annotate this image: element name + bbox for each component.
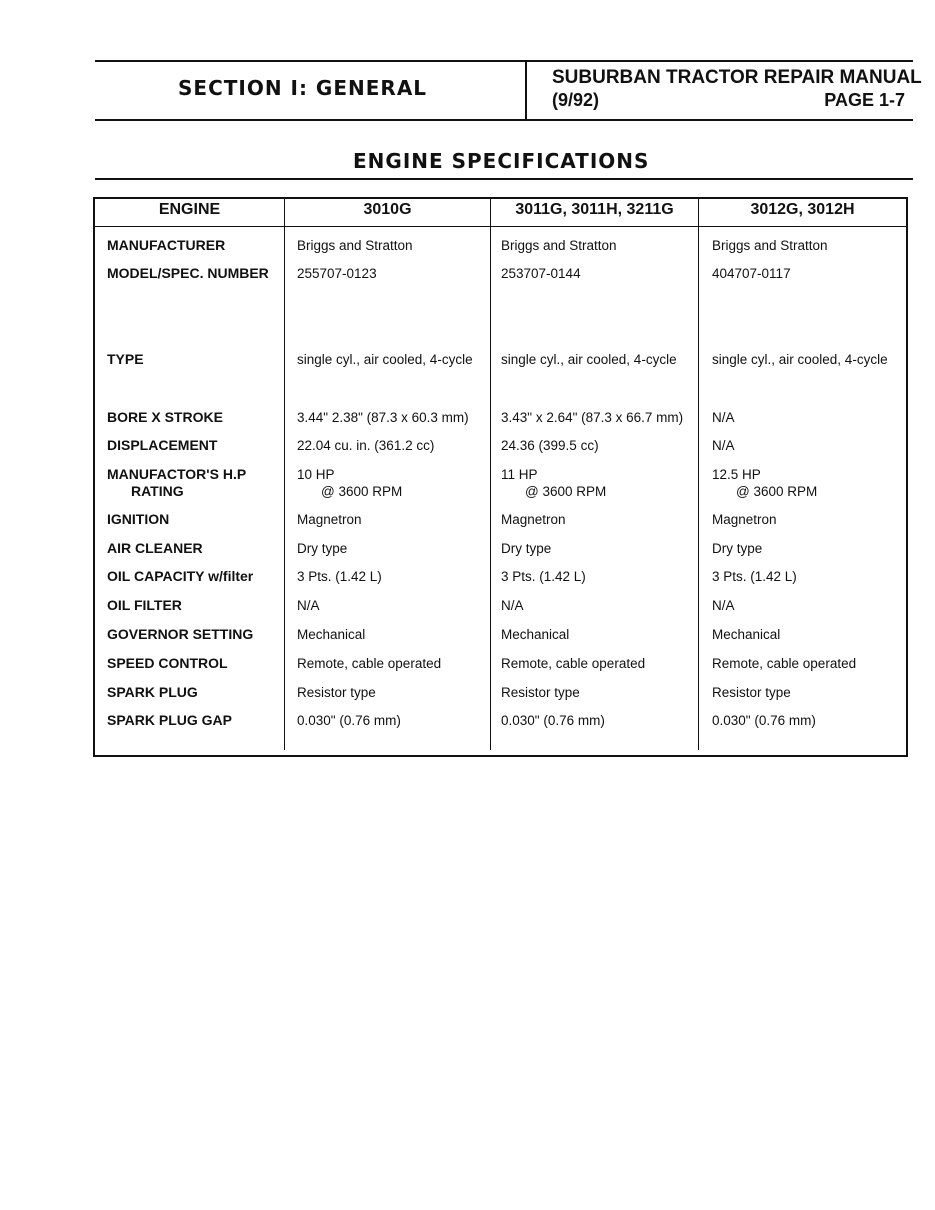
column-header-3011g: 3011G, 3011H, 3211G bbox=[515, 201, 674, 218]
column-divider bbox=[490, 197, 491, 750]
cell-3011g-line: 11 HP bbox=[501, 467, 538, 482]
row-label bbox=[107, 626, 253, 643]
cell-3011g bbox=[501, 540, 551, 557]
cell-3011g bbox=[501, 237, 617, 254]
cell-3011g-line: Mechanical bbox=[501, 627, 570, 642]
cell-3010g-line: 0.030" (0.76 mm) bbox=[297, 713, 401, 728]
heading-rule bbox=[95, 178, 913, 180]
row-label bbox=[107, 437, 217, 454]
cell-3010g bbox=[297, 351, 473, 368]
cell-3010g-line: Briggs and Stratton bbox=[297, 238, 413, 253]
row-label-line: TYPE bbox=[107, 351, 144, 367]
cell-3011g-line: Briggs and Stratton bbox=[501, 238, 617, 253]
cell-3012g-line: N/A bbox=[712, 598, 735, 613]
cell-3011g bbox=[501, 568, 586, 585]
cell-3010g bbox=[297, 437, 434, 454]
cell-3012g bbox=[712, 466, 817, 500]
cell-3012g-line: 12.5 HP bbox=[712, 467, 761, 482]
cell-3010g-line: Resistor type bbox=[297, 685, 376, 700]
cell-3012g-line: Resistor type bbox=[712, 685, 791, 700]
cell-3011g-line: 3.43" x 2.64" (87.3 x 66.7 mm) bbox=[501, 410, 684, 425]
row-label-line: GOVERNOR SETTING bbox=[107, 626, 254, 642]
cell-3011g-line: 253707-0144 bbox=[501, 266, 581, 281]
cell-3010g bbox=[297, 265, 377, 282]
row-label-line: MANUFACTURER bbox=[107, 237, 226, 253]
cell-3010g-line: @ 3600 RPM bbox=[321, 484, 403, 499]
column-divider bbox=[284, 197, 285, 750]
row-label bbox=[107, 265, 269, 282]
cell-3010g bbox=[297, 626, 365, 643]
cell-3011g bbox=[501, 466, 606, 500]
cell-3012g-line: single cyl., air cooled, 4-cycle bbox=[712, 352, 888, 367]
cell-3012g bbox=[712, 511, 777, 528]
cell-3010g bbox=[297, 511, 362, 528]
header-divider bbox=[525, 60, 527, 121]
row-label bbox=[107, 540, 203, 557]
cell-3011g bbox=[501, 597, 524, 614]
cell-3010g bbox=[297, 684, 376, 701]
cell-3010g bbox=[297, 540, 347, 557]
row-label-line: OIL CAPACITY w/filter bbox=[107, 568, 254, 584]
cell-3012g bbox=[712, 351, 888, 368]
row-label-line: MODEL/SPEC. NUMBER bbox=[107, 265, 269, 281]
column-header-3010g: 3010G bbox=[363, 201, 412, 218]
row-label bbox=[107, 351, 144, 368]
header-top-rule bbox=[95, 60, 913, 62]
row-label-line: IGNITION bbox=[107, 511, 170, 527]
column-divider bbox=[698, 197, 699, 750]
header-bottom-rule bbox=[95, 119, 913, 121]
cell-3011g bbox=[501, 684, 580, 701]
cell-3011g bbox=[501, 511, 566, 528]
cell-3012g bbox=[712, 626, 780, 643]
cell-3010g-line: single cyl., air cooled, 4-cycle bbox=[297, 352, 473, 367]
cell-3011g bbox=[501, 626, 569, 643]
column-header-3012g: 3012G, 3012H bbox=[750, 201, 855, 218]
row-label-line: RATING bbox=[131, 483, 184, 499]
row-label-line: SPEED CONTROL bbox=[107, 655, 228, 671]
cell-3012g-line: Magnetron bbox=[712, 512, 777, 527]
cell-3011g-line: 0.030" (0.76 mm) bbox=[501, 713, 605, 728]
cell-3010g-line: 22.04 cu. in. (361.2 cc) bbox=[297, 438, 435, 453]
cell-3011g bbox=[501, 437, 599, 454]
cell-3012g bbox=[712, 684, 791, 701]
cell-3011g-line: N/A bbox=[501, 598, 524, 613]
header-row-rule bbox=[93, 226, 908, 227]
cell-3011g-line: @ 3600 RPM bbox=[525, 484, 607, 499]
row-label bbox=[107, 237, 225, 254]
cell-3010g bbox=[297, 712, 401, 729]
row-label-line: OIL FILTER bbox=[107, 597, 182, 613]
row-label bbox=[107, 568, 253, 585]
page-number: PAGE 1-7 bbox=[824, 90, 905, 110]
cell-3012g-line: Mechanical bbox=[712, 627, 781, 642]
cell-3011g bbox=[501, 265, 581, 282]
cell-3012g bbox=[712, 540, 762, 557]
cell-3011g-line: 3 Pts. (1.42 L) bbox=[501, 569, 586, 584]
cell-3011g-line: 24.36 (399.5 cc) bbox=[501, 438, 599, 453]
row-label bbox=[107, 655, 228, 672]
row-label-line: SPARK PLUG GAP bbox=[107, 712, 232, 728]
page-heading: ENGINE SPECIFICATIONS bbox=[353, 149, 650, 173]
row-label bbox=[107, 684, 198, 701]
cell-3012g-line: 3 Pts. (1.42 L) bbox=[712, 569, 797, 584]
row-label-line: SPARK PLUG bbox=[107, 684, 198, 700]
cell-3010g bbox=[297, 568, 382, 585]
row-label bbox=[107, 409, 223, 426]
manual-title: SUBURBAN TRACTOR REPAIR MANUAL bbox=[552, 67, 922, 88]
cell-3012g bbox=[712, 655, 856, 672]
cell-3011g-line: Remote, cable operated bbox=[501, 656, 646, 671]
cell-3010g-line: Dry type bbox=[297, 541, 348, 556]
cell-3012g bbox=[712, 712, 816, 729]
row-label bbox=[107, 712, 232, 729]
row-label bbox=[107, 466, 246, 500]
cell-3010g bbox=[297, 466, 402, 500]
cell-3012g bbox=[712, 437, 735, 454]
cell-3010g bbox=[297, 597, 320, 614]
cell-3010g-line: Mechanical bbox=[297, 627, 366, 642]
row-label-line: DISPLACEMENT bbox=[107, 437, 218, 453]
cell-3012g-line: 404707-0117 bbox=[712, 266, 791, 281]
row-label bbox=[107, 511, 169, 528]
cell-3011g-line: Resistor type bbox=[501, 685, 580, 700]
cell-3011g bbox=[501, 712, 605, 729]
cell-3012g bbox=[712, 409, 735, 426]
row-label bbox=[107, 597, 182, 614]
cell-3010g-line: 10 HP bbox=[297, 467, 335, 482]
row-label-line: AIR CLEANER bbox=[107, 540, 203, 556]
cell-3011g bbox=[501, 655, 645, 672]
cell-3010g-line: 3 Pts. (1.42 L) bbox=[297, 569, 382, 584]
cell-3011g-line: Magnetron bbox=[501, 512, 566, 527]
row-label-line: BORE X STROKE bbox=[107, 409, 223, 425]
cell-3010g bbox=[297, 655, 441, 672]
cell-3012g-line: Remote, cable operated bbox=[712, 656, 857, 671]
cell-3011g-line: single cyl., air cooled, 4-cycle bbox=[501, 352, 677, 367]
cell-3011g bbox=[501, 351, 677, 368]
cell-3012g-line: N/A bbox=[712, 438, 735, 453]
cell-3012g bbox=[712, 568, 797, 585]
cell-3012g-line: 0.030" (0.76 mm) bbox=[712, 713, 816, 728]
cell-3012g-line: @ 3600 RPM bbox=[736, 484, 818, 499]
cell-3011g-line: Dry type bbox=[501, 541, 552, 556]
cell-3012g-line: Dry type bbox=[712, 541, 763, 556]
cell-3012g-line: Briggs and Stratton bbox=[712, 238, 828, 253]
cell-3010g-line: 3.44" 2.38" (87.3 x 60.3 mm) bbox=[297, 410, 469, 425]
section-title: SECTION I: GENERAL bbox=[178, 76, 428, 100]
cell-3010g bbox=[297, 237, 413, 254]
manual-date: (9/92) bbox=[552, 90, 600, 110]
cell-3011g bbox=[501, 409, 683, 426]
cell-3012g bbox=[712, 237, 828, 254]
cell-3010g bbox=[297, 409, 469, 426]
cell-3010g-line: 255707-0123 bbox=[297, 266, 377, 281]
row-label-line: MANUFACTOR'S H.P bbox=[107, 466, 247, 482]
cell-3012g bbox=[712, 597, 735, 614]
cell-3010g-line: N/A bbox=[297, 598, 320, 613]
cell-3010g-line: Remote, cable operated bbox=[297, 656, 442, 671]
cell-3012g-line: N/A bbox=[712, 410, 735, 425]
cell-3010g-line: Magnetron bbox=[297, 512, 362, 527]
cell-3012g bbox=[712, 265, 791, 282]
column-header-engine: ENGINE bbox=[158, 201, 221, 218]
